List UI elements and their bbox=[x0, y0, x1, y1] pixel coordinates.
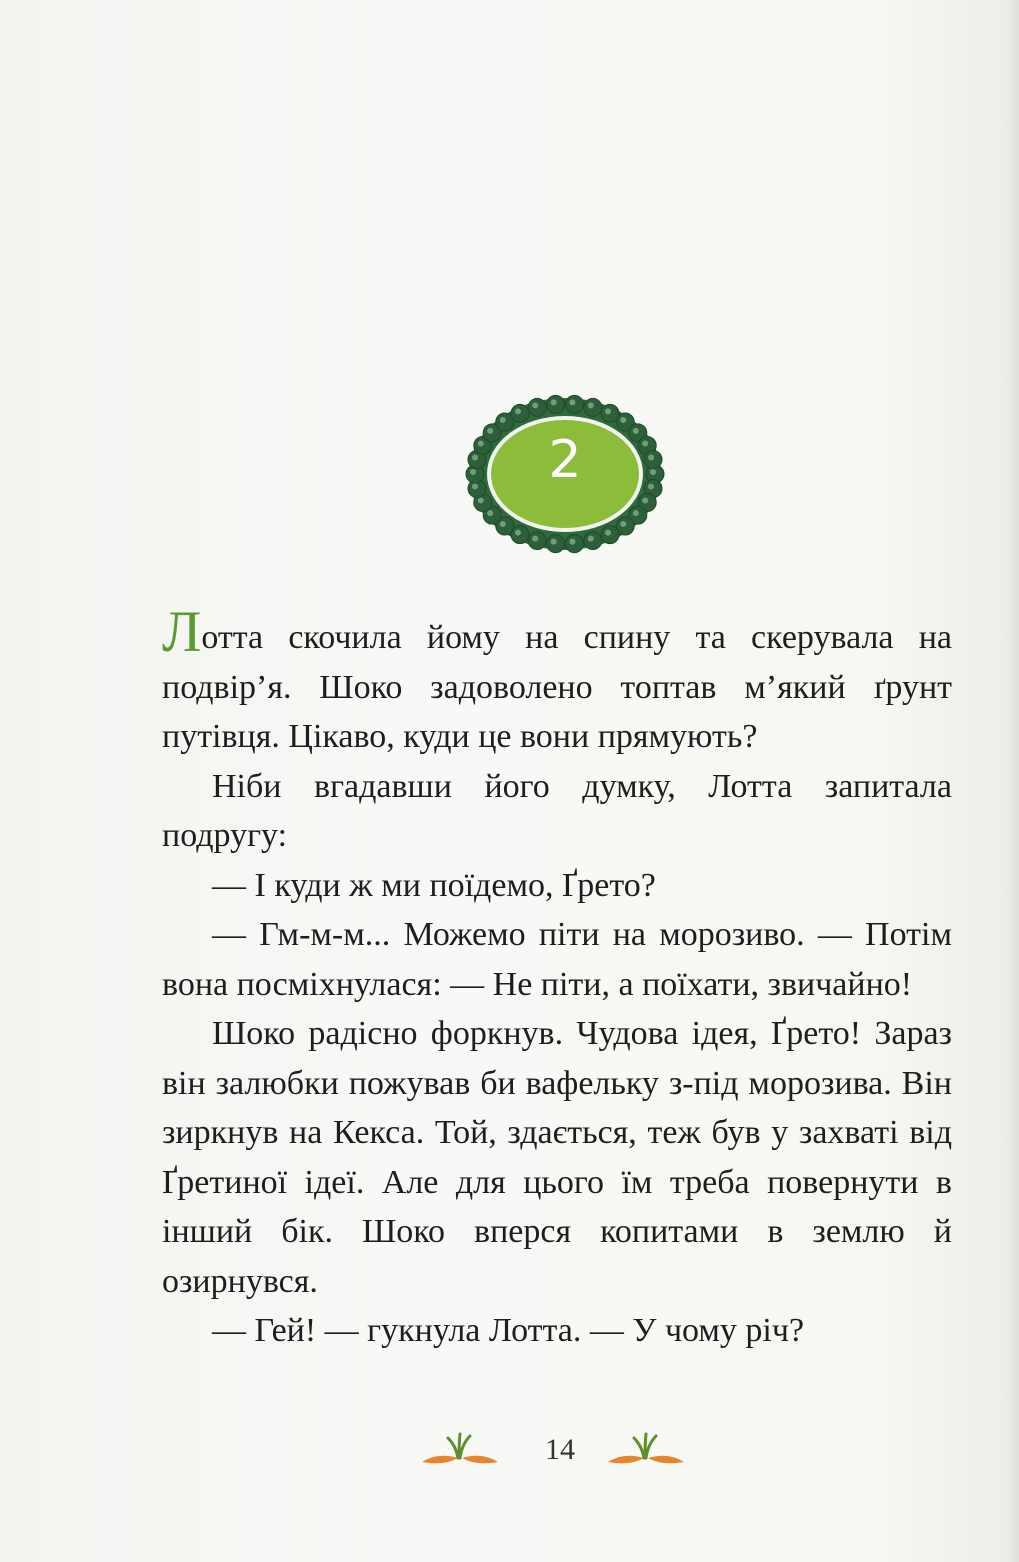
chapter-number: 2 bbox=[548, 430, 582, 490]
paragraph-4: — Гм-м-м... Можемо піти на морозиво. — Потім вона посміхнулася: — Не піти, а поїхати, звичайно! bbox=[162, 916, 952, 1003]
carrot-pair-icon bbox=[418, 1432, 502, 1478]
paragraph-5: Шоко радісно форкнув. Чудова ідея, Ґрето! Зараз він залюбки пожував би вафельку з-під морозива. Він зиркнув на Кекса. Той, здається, теж був у захваті від Ґретиної ідеї. Але для цього їм треба повернути в інший бік. Шоко вперся копитами в землю й озирнувся. bbox=[162, 1015, 952, 1300]
carrot-pair-icon bbox=[604, 1432, 688, 1478]
page-footer bbox=[0, 1430, 1019, 1500]
paragraph-1 bbox=[162, 599, 952, 762]
drop-cap: Л bbox=[162, 599, 202, 664]
paragraph-3: — І куди ж ми поїдемо, Ґрето? bbox=[212, 866, 656, 904]
page-edge-shadow bbox=[1005, 0, 1019, 1562]
paragraph-2: Ніби вгадавши його думку, Лотта запитала подругу: bbox=[162, 767, 952, 854]
paragraph-6: — Гей! — гукнула Лотта. — У чому річ? bbox=[212, 1312, 805, 1349]
chapter-badge bbox=[462, 390, 668, 558]
page-number: 14 bbox=[545, 1433, 575, 1466]
chapter-body bbox=[162, 599, 952, 1356]
paragraph-text: отта скочила йому на спину та скерувала на подвір’я. Шоко задоволено топтав м’який ґрунт путівця. Цікаво, куди це вони прямують? bbox=[162, 619, 952, 755]
